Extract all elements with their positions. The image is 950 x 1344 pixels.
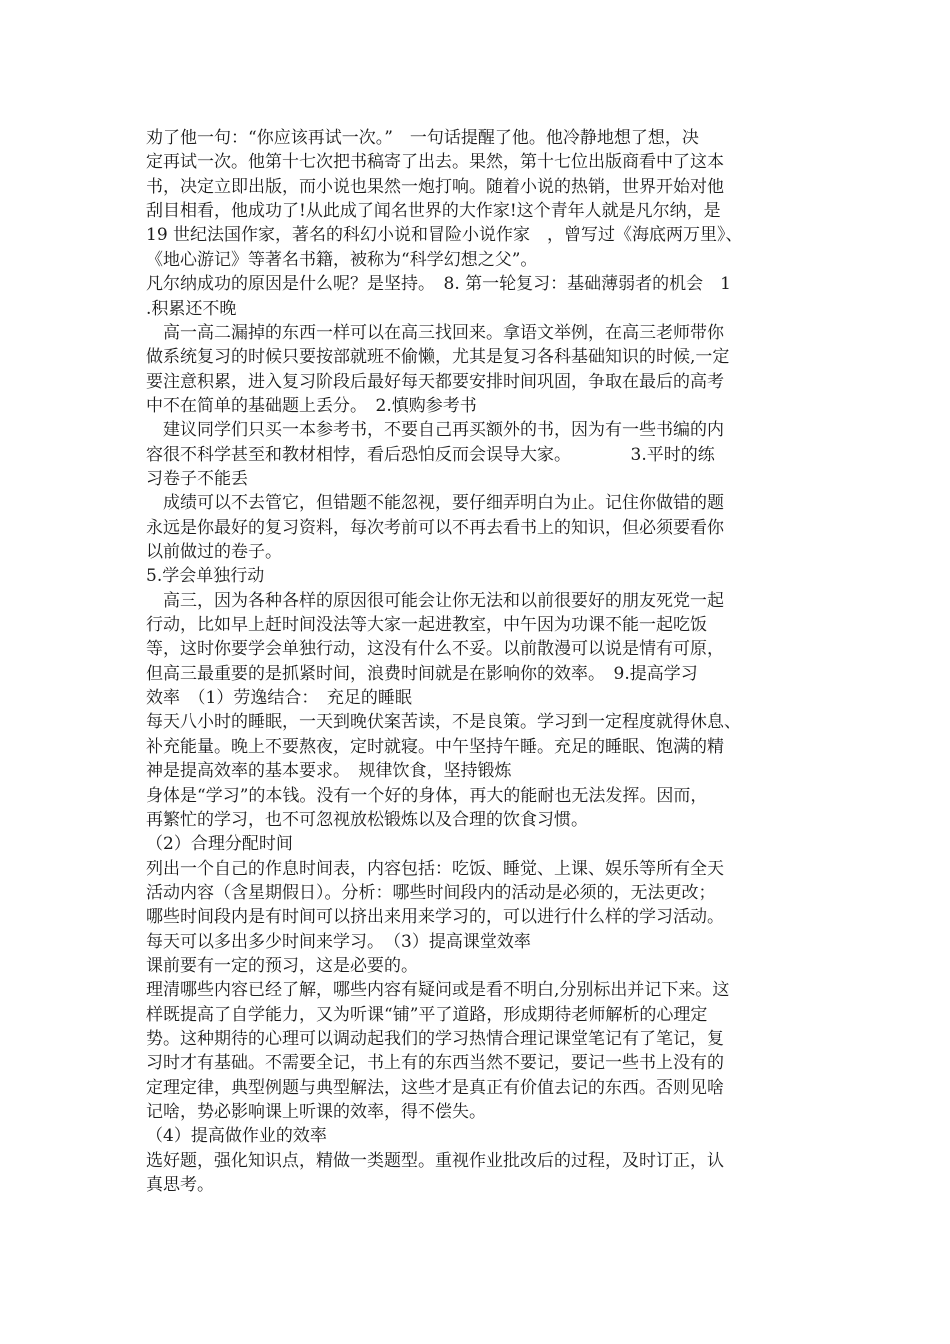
text-line: 定理定律，典型例题与典型解法，这些才是真正有价值去记的东西。否则见啥: [146, 1077, 724, 1098]
text-line: 神是提高效率的基本要求。 规律饮食，坚持锻炼: [146, 761, 512, 782]
text-line: 样既提高了自学能力，又为听课“铺”平了道路，形成期待老师解析的心理定: [146, 1004, 708, 1025]
text-line: 习卷子不能丢: [146, 468, 248, 489]
text-line: 补充能量。晚上不要熬夜，定时就寝。中午坚持午睡。充足的睡眠、饱满的精: [146, 736, 724, 757]
text-line: 每天可以多出多少时间来学习。 （3）提高课堂效率: [146, 931, 531, 952]
text-line: 凡尔纳成功的原因是什么呢？是坚持。 8. 第一轮复习：基础薄弱者的机会 1: [146, 274, 731, 295]
text-line: 建议同学们只买一本参考书，不要自己再买额外的书，因为有一些书编的内: [146, 420, 724, 441]
text-line: 要注意积累，进入复习阶段后最好每天都要安排时间巩固，争取在最后的高考: [146, 371, 724, 392]
text-line: （4）提高做作业的效率: [146, 1126, 327, 1147]
text-line: 效率 （1）劳逸结合： 充足的睡眠: [146, 688, 412, 709]
text-line: 再繁忙的学习，也不可忽视放松锻炼以及合理的饮食习惯。: [146, 809, 588, 830]
text-line: 5.学会单独行动: [146, 566, 265, 587]
text-line: 行动，比如早上赶时间没法等大家一起进教室，中午因为功课不能一起吃饭: [146, 615, 707, 635]
text-line: （2）合理分配时间: [146, 834, 293, 855]
text-line: 19 世纪法国作家，著名的科幻小说和冒险小说作家 ，曾写过《海底两万里》、: [146, 225, 743, 246]
text-line: 记啥，势必影响课上听课的效率，得不偿失。: [146, 1102, 486, 1122]
text-line: 刮目相看，他成功了!从此成了闻名世界的大作家!这个青年人就是凡尔纳，是: [146, 201, 721, 222]
text-line: 但高三最重要的是抓紧时间，浪费时间就是在影响你的效率。 9.提高学习: [146, 663, 698, 684]
text-line: 活动内容（含星期假日）。分析：哪些时间段内的活动是必须的，无法更改；: [146, 882, 716, 903]
text-line: 高一高二漏掉的东西一样可以在高三找回来。拿语文举例，在高三老师带你: [146, 322, 724, 343]
text-line: 以前做过的卷子。: [146, 542, 282, 562]
text-line: 定再试一次。他第十七次把书稿寄了出去。果然，第十七位出版商看中了这本: [146, 152, 724, 173]
text-line: 习时才有基础。不需要全记，书上有的东西当然不要记，要记一些书上没有的: [146, 1053, 724, 1074]
text-line: 真思考。: [146, 1175, 214, 1195]
text-line: 书，决定立即出版，而小说也果然一炮打响。随着小说的热销，世界开始对他: [146, 176, 724, 197]
text-line: 《地心游记》等著名书籍，被称为“科学幻想之父”。: [146, 249, 538, 270]
text-line: 等，这时你要学会单独行动，这没有什么不妥。以前散漫可以说是情有可原，: [146, 639, 724, 660]
text-line: 劝了他一句：“你应该再试一次。” 一句话提醒了他。他冷静地想了想，决: [146, 128, 699, 148]
text-line: 身体是“学习”的本钱。没有一个好的身体，再大的能耐也无法发挥。因而，: [146, 785, 708, 806]
text-line: 做系统复习的时候只要按部就班不偷懒，尤其是复习各科基础知识的时候,一定: [146, 347, 730, 368]
text-line: 中不在简单的基础题上丢分。 2.慎购参考书: [146, 395, 477, 416]
text-line: 容很不科学甚至和教材相悖，看后恐怕反而会误导大家。 3.平时的练: [146, 444, 715, 465]
text-line: .积累还不晚: [146, 298, 237, 319]
text-line: 选好题，强化知识点，精做一类题型。重视作业批改后的过程，及时订正，认: [146, 1150, 724, 1171]
text-line: 理清哪些内容已经了解，哪些内容有疑问或是看不明白,分别标出并记下来。这: [146, 980, 730, 1001]
text-line: 列出一个自己的作息时间表，内容包括：吃饭、睡觉、上课、娱乐等所有全天: [146, 858, 724, 879]
text-line: 每天八小时的睡眠，一天到晚伏案苦读，不是良策。学习到一定程度就得休息、: [146, 712, 741, 733]
text-line: 高三，因为各种各样的原因很可能会让你无法和以前很要好的朋友死党一起: [146, 590, 724, 611]
text-line: 势。这种期待的心理可以调动起我们的学习热情合理记课堂笔记有了笔记，复: [146, 1029, 724, 1049]
text-line: 哪些时间段内是有时间可以挤出来用来学习的，可以进行什么样的学习活动。: [146, 907, 724, 928]
text-line: 课前要有一定的预习，这是必要的。: [146, 955, 418, 976]
text-line: 永远是你最好的复习资料，每次考前可以不再去看书上的知识，但必须要看你: [146, 517, 724, 538]
text-line: 成绩可以不去管它，但错题不能忽视，要仔细弄明白为止。记住你做错的题: [146, 493, 724, 514]
